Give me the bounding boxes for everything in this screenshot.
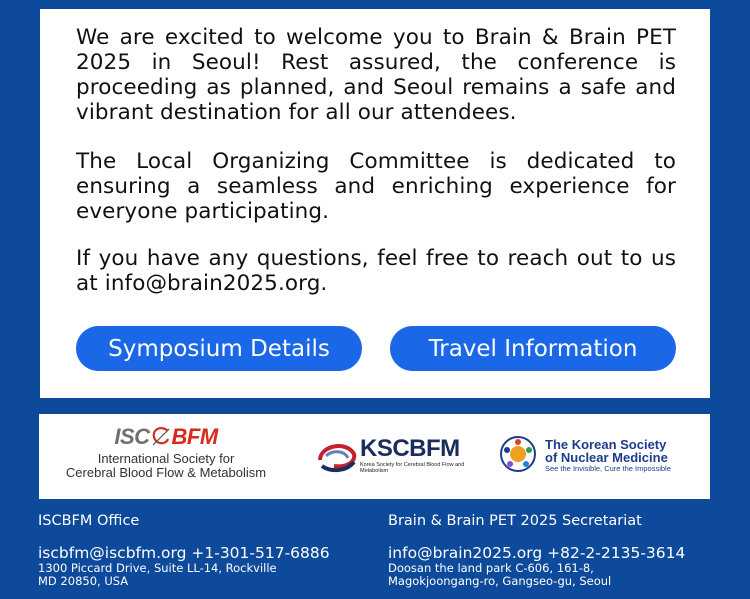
sponsor-logo-band xyxy=(39,414,710,499)
ksnm-logo[interactable] xyxy=(499,435,699,475)
kscbfm-subtitle: Korea Society for Cerebral Blood Flow and Metabolism xyxy=(360,462,465,474)
kscbfm-brain-icon xyxy=(316,438,358,476)
welcome-paragraph: We are excited to welcome you to Brain & Brain PET 2025 in Seoul! Rest assured, the conference is proceeding as planned, and Seoul remains a safe and vibrant destination for all our attendees. xyxy=(76,25,676,125)
contact-address-2: Magokjoongang-ro, Gangseo-gu, Seoul xyxy=(388,574,612,588)
secretariat-contact xyxy=(388,512,728,588)
contact-email-phone[interactable]: info@brain2025.org +82-2-2135-3614 xyxy=(388,544,686,562)
iscbfm-wordmark: ISC BFM xyxy=(114,424,218,449)
contact-address-1: 1300 Piccard Drive, Suite LL-14, Rockville xyxy=(38,561,277,575)
kscbfm-wordmark: KSCBFM xyxy=(360,435,460,462)
iscbfm-logo[interactable] xyxy=(61,422,271,494)
travel-information-button[interactable]: Travel Information xyxy=(390,326,676,371)
contact-paragraph: If you have any questions, feel free to reach out to us at info@brain2025.org. xyxy=(76,246,676,296)
iscbfm-subtitle-1: International Society for xyxy=(97,451,235,466)
contact-title: Brain & Brain PET 2025 Secretariat xyxy=(388,513,642,529)
symposium-details-button[interactable]: Symposium Details xyxy=(76,326,362,371)
iscbfm-office-contact xyxy=(38,512,358,588)
kscbfm-logo[interactable] xyxy=(316,436,478,476)
ksnm-emblem-icon xyxy=(499,435,537,473)
welcome-card xyxy=(40,9,710,398)
contact-address-2: MD 20850, USA xyxy=(38,574,129,588)
contact-address-1: Doosan the land park C-606, 161-8, xyxy=(388,561,594,575)
committee-paragraph: The Local Organizing Committee is dedicated to ensuring a seamless and enriching experience for everyone participating. xyxy=(76,149,676,224)
iscbfm-subtitle-2: Cerebral Blood Flow & Metabolism xyxy=(65,465,267,480)
contact-email-phone[interactable]: iscbfm@iscbfm.org +1-301-517-6886 xyxy=(38,544,330,562)
brain-swirl-icon xyxy=(150,425,172,449)
ksnm-tagline: See the Invisible, Cure the Impossible xyxy=(545,464,671,473)
contact-title: ISCBFM Office xyxy=(38,513,140,529)
ksnm-name: The Korean Society of Nuclear Medicine xyxy=(545,437,668,465)
